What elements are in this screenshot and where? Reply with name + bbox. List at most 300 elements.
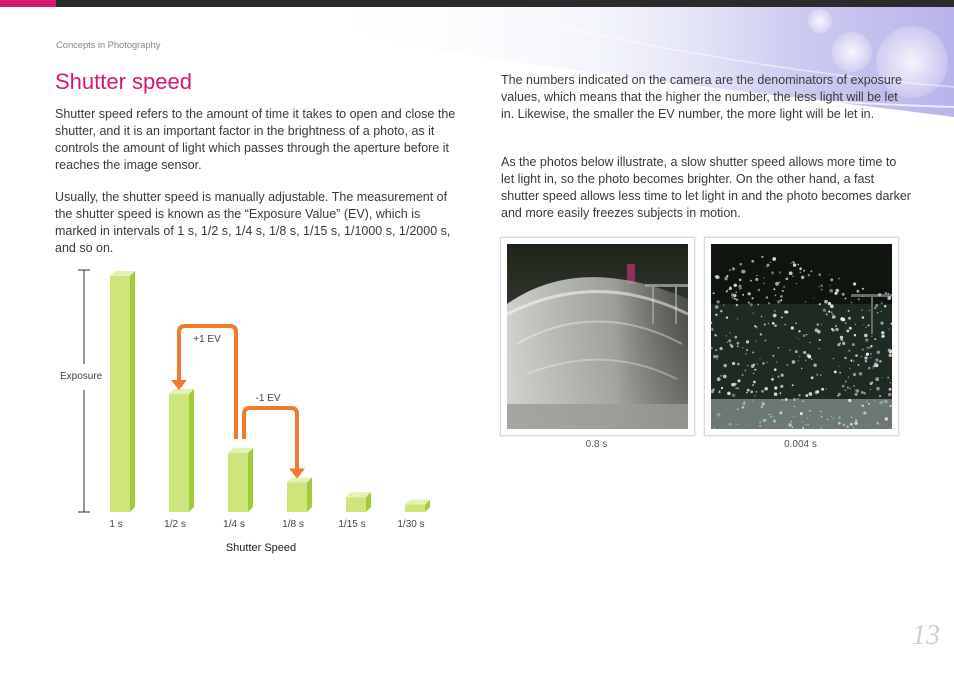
water-droplet (880, 311, 882, 313)
water-droplet (853, 373, 856, 376)
water-droplet (853, 385, 855, 387)
water-droplet (885, 417, 888, 420)
water-droplet (858, 298, 860, 300)
x-tick-label: 1/8 s (282, 519, 304, 530)
water-droplet (767, 362, 768, 363)
water-droplet (829, 274, 830, 275)
water-droplet (778, 376, 780, 378)
water-droplet (801, 368, 802, 369)
water-droplet (805, 360, 806, 361)
water-droplet (862, 288, 864, 290)
paragraph-denominators: The numbers indicated on the camera are the denominators of exposure values, which means that the higher the number, the less light will be let in. Likewise, the smaller the EV number, the more light will be let in. (501, 73, 902, 121)
water-droplet (711, 328, 714, 331)
water-droplet (737, 387, 739, 389)
water-droplet (821, 324, 822, 325)
water-droplet (764, 387, 767, 390)
water-droplet (720, 310, 722, 312)
water-droplet (729, 269, 730, 270)
water-droplet (862, 316, 865, 319)
water-droplet (726, 316, 728, 318)
water-droplet (719, 347, 722, 350)
water-droplet (837, 395, 839, 397)
water-droplet (813, 363, 816, 366)
water-droplet (842, 293, 845, 296)
water-droplet (786, 277, 789, 280)
ev-arrow-head (171, 380, 187, 390)
water-droplet (819, 286, 820, 287)
water-droplet (784, 324, 785, 325)
water-droplet (889, 405, 891, 407)
water-droplet (759, 421, 761, 423)
water-droplet (761, 406, 763, 408)
water-droplet (832, 315, 835, 318)
water-droplet (807, 418, 808, 419)
water-droplet (780, 295, 783, 298)
water-droplet (716, 355, 719, 358)
water-droplet (715, 349, 717, 351)
water-droplet (744, 370, 746, 372)
photo-caption-slow: 0.8 s (585, 439, 608, 450)
water-droplet (854, 393, 857, 396)
water-droplet (861, 391, 864, 394)
bar-side (189, 389, 194, 512)
water-droplet (871, 335, 873, 337)
ev-label: +1 EV (193, 334, 221, 345)
water-droplet (794, 406, 795, 407)
water-droplet (828, 311, 830, 313)
water-droplet (752, 351, 754, 353)
water-droplet (772, 375, 773, 376)
water-droplet (833, 358, 835, 360)
water-droplet (819, 339, 821, 341)
water-droplet (875, 304, 878, 307)
water-droplet (755, 278, 758, 281)
water-droplet (732, 267, 735, 270)
water-droplet (779, 271, 781, 273)
water-droplet (862, 348, 864, 350)
water-droplet (881, 302, 883, 304)
water-droplet (772, 257, 776, 261)
water-droplet (849, 368, 850, 369)
water-droplet (884, 400, 888, 404)
water-droplet (714, 428, 715, 429)
water-droplet (840, 336, 843, 339)
water-droplet (750, 303, 753, 306)
water-droplet (800, 412, 803, 415)
water-droplet (737, 318, 738, 319)
water-droplet (842, 385, 845, 388)
water-droplet (795, 350, 798, 353)
water-droplet (760, 358, 761, 359)
water-droplet (851, 416, 852, 417)
water-droplet (799, 267, 802, 270)
water-droplet (877, 361, 878, 362)
water-droplet (835, 289, 839, 293)
water-droplet (882, 377, 883, 378)
water-droplet (821, 284, 823, 286)
water-droplet (859, 372, 863, 376)
water-droplet (845, 381, 847, 383)
water-droplet (853, 361, 854, 362)
water-droplet (803, 270, 805, 272)
water-droplet (861, 356, 862, 357)
water-droplet (833, 417, 835, 419)
water-droplet (803, 334, 806, 337)
water-droplet (738, 285, 741, 288)
water-droplet (842, 342, 845, 345)
water-droplet (758, 289, 761, 292)
water-droplet (840, 317, 844, 321)
water-droplet (737, 363, 740, 366)
water-droplet (831, 416, 832, 417)
water-droplet (773, 314, 777, 318)
water-droplet (793, 416, 794, 417)
water-droplet (846, 425, 848, 427)
water-droplet (743, 403, 746, 406)
section-label: Concepts in Photography (56, 40, 161, 51)
water-droplet (797, 398, 799, 400)
water-droplet (856, 290, 859, 293)
water-droplet (855, 390, 856, 391)
water-droplet (801, 276, 804, 279)
water-droplet (716, 300, 719, 303)
water-droplet (847, 387, 849, 389)
top-bar (0, 0, 954, 7)
water-droplet (861, 310, 862, 311)
water-droplet (830, 285, 831, 286)
water-droplet (769, 414, 770, 415)
water-droplet (858, 364, 860, 366)
water-droplet (729, 286, 731, 288)
water-droplet (721, 387, 723, 389)
water-droplet (796, 337, 797, 338)
water-droplet (793, 398, 796, 401)
water-droplet (734, 336, 737, 339)
water-droplet (821, 388, 824, 391)
water-droplet (726, 290, 728, 292)
water-droplet (821, 289, 823, 291)
water-droplet (875, 358, 878, 361)
water-droplet (772, 355, 774, 357)
water-droplet (716, 358, 717, 359)
water-droplet (805, 394, 808, 397)
water-droplet (884, 305, 886, 307)
water-droplet (761, 256, 763, 258)
water-droplet (876, 422, 879, 425)
water-droplet (793, 263, 796, 266)
water-droplet (845, 389, 847, 391)
shutter-speed-chart (50, 262, 450, 562)
water-droplet (848, 310, 850, 312)
water-droplet (792, 275, 793, 276)
water-droplet (820, 411, 822, 413)
bar-side (130, 271, 135, 512)
water-droplet (742, 270, 745, 273)
water-droplet (782, 290, 784, 292)
water-droplet (827, 419, 828, 420)
water-droplet (791, 262, 792, 263)
water-droplet (748, 292, 751, 295)
water-droplet (808, 274, 810, 276)
water-droplet (724, 277, 727, 280)
water-droplet (737, 408, 738, 409)
water-droplet (869, 310, 870, 311)
water-droplet (755, 341, 756, 342)
water-droplet (816, 390, 819, 393)
water-droplet (753, 313, 754, 314)
water-droplet (766, 266, 767, 267)
water-droplet (774, 392, 778, 396)
water-droplet (764, 323, 766, 325)
water-droplet (832, 329, 835, 332)
bar (405, 505, 425, 512)
water-droplet (750, 390, 753, 393)
x-tick-label: 1 s (109, 519, 123, 530)
water-droplet (868, 403, 870, 405)
water-droplet (762, 402, 765, 405)
water-droplet (724, 364, 727, 367)
water-droplet (881, 331, 884, 334)
water-droplet (838, 422, 841, 425)
water-droplet (771, 271, 774, 274)
water-droplet (746, 392, 748, 394)
water-droplet (889, 354, 892, 357)
water-droplet (863, 324, 864, 325)
water-droplet (809, 342, 810, 343)
water-droplet (727, 289, 728, 290)
water-droplet (780, 385, 783, 388)
water-droplet (742, 347, 744, 349)
water-droplet (848, 376, 849, 377)
water-droplet (727, 392, 731, 396)
water-droplet (792, 360, 796, 364)
water-droplet (868, 324, 870, 326)
water-droplet (844, 357, 846, 359)
photo-caption-fast: 0.004 s (784, 439, 817, 450)
water-droplet (751, 260, 754, 263)
water-droplet (762, 419, 765, 422)
water-droplet (756, 391, 758, 393)
water-droplet (862, 296, 863, 297)
ev-label: -1 EV (255, 393, 281, 404)
water-droplet (737, 346, 739, 348)
water-droplet (867, 347, 869, 349)
water-droplet (760, 333, 762, 335)
water-droplet (770, 262, 771, 263)
water-droplet (738, 379, 741, 382)
water-droplet (775, 282, 779, 286)
water-droplet (778, 347, 780, 349)
water-droplet (885, 292, 887, 294)
photo-frame-slow (500, 237, 695, 436)
water-droplet (715, 314, 717, 316)
water-droplet (879, 401, 882, 404)
water-droplet (799, 339, 800, 340)
water-droplet (879, 395, 881, 397)
water-droplet (839, 342, 841, 344)
water-droplet (845, 298, 847, 300)
water-droplet (763, 277, 764, 278)
water-droplet (773, 419, 776, 422)
bar-side (307, 478, 312, 513)
water-droplet (805, 424, 807, 426)
x-tick-label: 1/30 s (397, 519, 425, 530)
water-droplet (753, 373, 754, 374)
water-droplet (787, 364, 789, 366)
water-droplet (790, 349, 791, 350)
bar (169, 394, 189, 512)
water-droplet (881, 335, 884, 338)
water-droplet (768, 302, 770, 304)
water-droplet (851, 302, 853, 304)
water-droplet (853, 427, 854, 428)
bar (287, 483, 307, 513)
water-droplet (756, 275, 757, 276)
water-droplet (870, 353, 872, 355)
water-droplet (774, 324, 777, 327)
water-droplet (716, 275, 720, 279)
y-axis-label: Exposure (60, 371, 103, 382)
water-droplet (773, 416, 774, 417)
water-droplet (830, 278, 833, 281)
water-droplet (888, 329, 889, 330)
water-droplet (828, 302, 831, 305)
water-droplet (835, 325, 837, 327)
water-droplet (728, 339, 731, 342)
water-droplet (854, 334, 856, 336)
x-tick-label: 1/4 s (223, 519, 245, 530)
water-droplet (770, 416, 772, 418)
water-droplet (817, 330, 821, 334)
water-droplet (792, 384, 794, 386)
water-droplet (832, 313, 834, 315)
water-droplet (826, 313, 828, 315)
water-droplet (875, 377, 879, 381)
water-droplet (715, 305, 719, 309)
water-droplet (888, 348, 891, 351)
water-droplet (809, 410, 811, 412)
water-droplet (870, 345, 872, 347)
water-droplet (843, 424, 845, 426)
water-droplet (723, 304, 724, 305)
water-droplet (781, 316, 783, 318)
photo-frame-fast (704, 237, 899, 436)
water-droplet (798, 264, 799, 265)
water-droplet (737, 424, 738, 425)
bar (228, 453, 248, 512)
water-droplet (874, 307, 876, 309)
water-droplet (779, 411, 782, 414)
water-droplet (868, 367, 871, 370)
water-droplet (754, 369, 756, 371)
water-droplet (839, 366, 840, 367)
water-droplet (736, 292, 737, 293)
water-droplet (848, 317, 851, 320)
water-droplet (792, 261, 794, 263)
water-droplet (865, 326, 866, 327)
water-droplet (761, 390, 764, 393)
water-droplet (752, 400, 753, 401)
water-droplet (849, 388, 851, 390)
water-droplet (799, 356, 800, 357)
water-droplet (830, 304, 834, 308)
water-droplet (752, 384, 754, 386)
water-droplet (791, 421, 793, 423)
water-droplet (768, 414, 770, 416)
water-droplet (780, 393, 782, 395)
water-droplet (776, 362, 777, 363)
fountain-frozen-photo (711, 244, 892, 429)
water-droplet (889, 388, 892, 391)
water-droplet (888, 293, 889, 294)
water-droplet (811, 376, 814, 379)
water-droplet (865, 338, 868, 341)
water-droplet (753, 381, 756, 384)
water-droplet (785, 398, 788, 401)
water-droplet (824, 300, 828, 304)
water-droplet (782, 399, 784, 401)
water-droplet (781, 374, 784, 377)
water-droplet (717, 413, 721, 417)
water-droplet (809, 392, 813, 396)
water-droplet (869, 382, 872, 385)
water-droplet (846, 330, 849, 333)
water-droplet (761, 316, 763, 318)
water-droplet (855, 354, 858, 357)
water-droplet (774, 310, 775, 311)
water-droplet (713, 292, 715, 294)
x-tick-label: 1/15 s (338, 519, 366, 530)
water-droplet (813, 297, 814, 298)
water-droplet (848, 399, 851, 402)
water-droplet (856, 389, 860, 393)
water-droplet (878, 293, 881, 296)
fountain-blurred-photo (507, 244, 688, 429)
water-droplet (802, 400, 803, 401)
water-droplet (785, 311, 788, 314)
water-droplet (838, 417, 840, 419)
paragraph-exposure-value: Usually, the shutter speed is manually adjustable. The measurement of the shutter speed is known as the “Exposure Value” (EV), which is marked in intervals of 1 s, 1/2 s, 1/4 s, 1/8 s, 1/15 s, 1/1000 s, 1/2000 s, and so on. (55, 190, 451, 255)
water-droplet (766, 296, 768, 298)
water-droplet (762, 362, 765, 365)
water-droplet (789, 271, 793, 275)
water-droplet (772, 322, 775, 325)
water-droplet (757, 363, 758, 364)
water-droplet (862, 405, 864, 407)
water-droplet (779, 281, 781, 283)
water-droplet (736, 342, 739, 345)
water-droplet (774, 294, 776, 296)
water-droplet (849, 327, 852, 330)
water-droplet (810, 270, 812, 272)
water-droplet (820, 374, 821, 375)
water-droplet (774, 368, 777, 371)
water-droplet (848, 349, 850, 351)
water-droplet (795, 322, 797, 324)
water-droplet (806, 334, 807, 335)
water-droplet (732, 394, 736, 398)
x-tick-label: 1/2 s (164, 519, 186, 530)
water-droplet (866, 353, 869, 356)
water-droplet (834, 370, 837, 373)
water-droplet (887, 377, 889, 379)
page-number: 13 (912, 620, 940, 651)
water-droplet (887, 296, 891, 300)
water-droplet (746, 340, 749, 343)
water-droplet (870, 347, 871, 348)
water-droplet (877, 312, 879, 314)
water-droplet (872, 367, 873, 368)
